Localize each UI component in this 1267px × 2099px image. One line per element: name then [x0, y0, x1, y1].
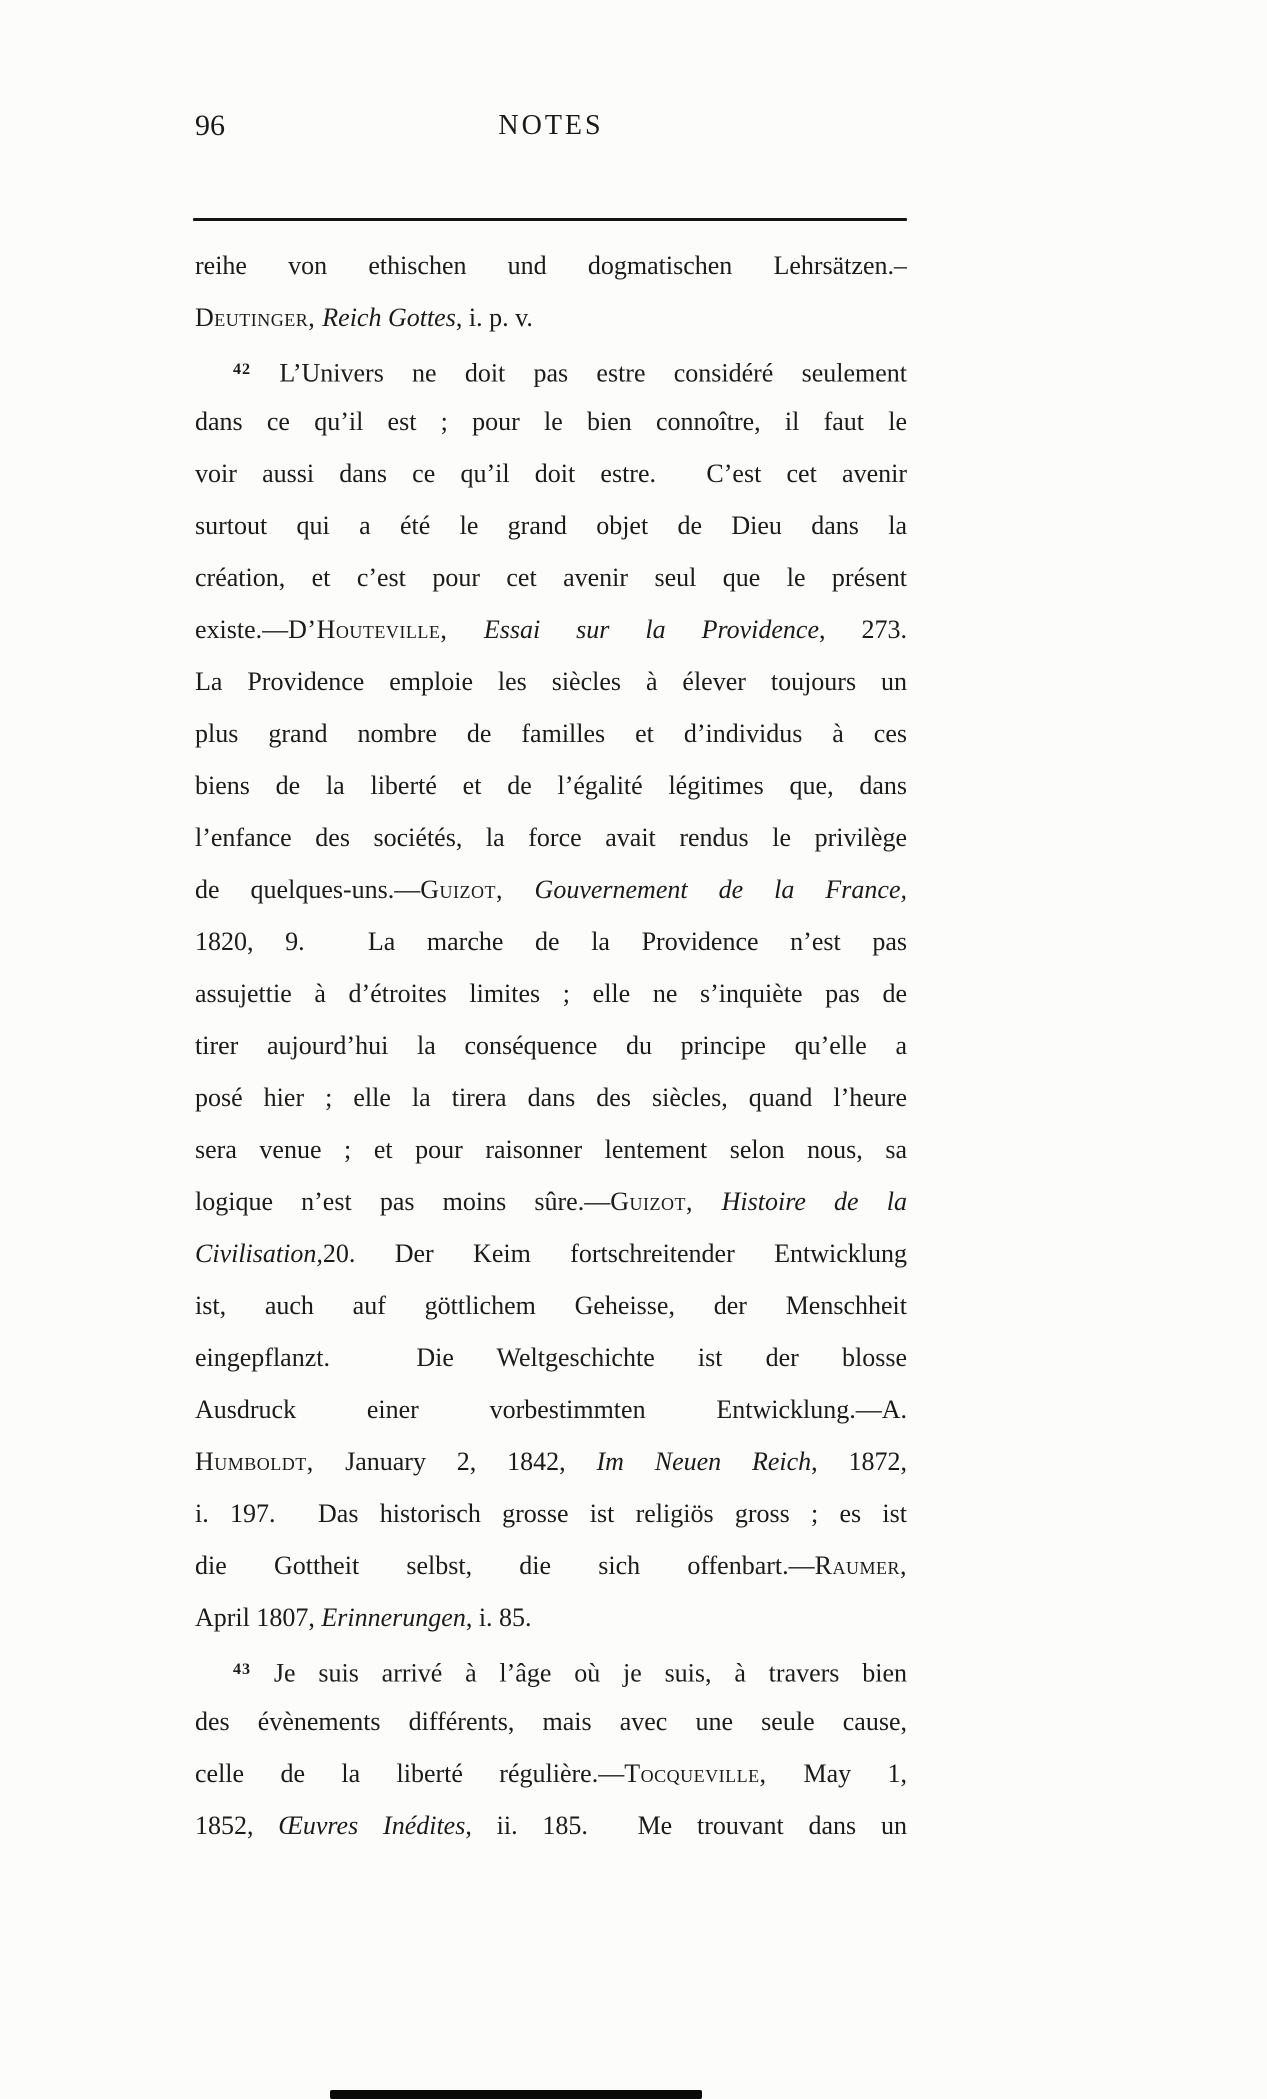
text-segment: voir aussi dans ce qu’il doit estre. C’est cet avenir	[195, 459, 907, 488]
text-segment: logique n’est pas moins sûre.—	[195, 1187, 611, 1216]
text-line	[195, 1800, 907, 1852]
text-segment: Deutinger,	[195, 303, 323, 332]
text-segment: 1852,	[195, 1811, 279, 1840]
text-segment: L’Univers ne doit pas estre considéré seulement	[251, 358, 907, 388]
text-segment: Reich Gottes	[322, 303, 456, 332]
text-line	[195, 1488, 907, 1540]
page-number: 96	[195, 109, 225, 142]
footnote-number: 43	[233, 1661, 252, 1678]
text-line	[195, 1592, 907, 1644]
text-segment: dans ce qu’il est ; pour le bien connoître, il faut le	[195, 407, 907, 436]
text-line	[195, 1228, 907, 1280]
text-line	[195, 864, 907, 916]
text-segment: création, et c’est pour cet avenir seul que le présent	[195, 563, 907, 592]
text-line	[195, 760, 907, 812]
text-segment: Tocqueville,	[624, 1759, 804, 1788]
text-line	[195, 1280, 907, 1332]
text-segment: Erinnerungen	[321, 1603, 466, 1632]
text-segment: , ii. 185. Me trouvant dans un	[465, 1811, 907, 1840]
text-segment: plus grand nombre de familles et d’individus à ces	[195, 719, 907, 748]
text-segment: , i. p. v.	[455, 303, 533, 332]
text-line	[195, 1644, 907, 1696]
text-line	[195, 1332, 907, 1384]
text-segment: eingepflanzt. Die Weltgeschichte ist der blosse	[195, 1343, 907, 1372]
text-segment: i. 197. Das historisch grosse ist religiös gross ; es ist	[195, 1499, 907, 1528]
text-segment: Ausdruck einer vorbestimmten Entwicklung.—A.	[195, 1395, 907, 1424]
text-segment: Essai sur la Providence	[483, 615, 820, 644]
text-segment: die Gottheit selbst, die sich offenbart.—	[195, 1551, 815, 1580]
text-segment: 1820, 9. La marche de la Providence n’est pas	[195, 927, 907, 956]
text-segment: assujettie à d’étroites limites ; elle ne s’inquiète pas de	[195, 979, 907, 1008]
text-line	[195, 1020, 907, 1072]
text-segment: celle de la liberté régulière.—	[195, 1759, 625, 1788]
text-line	[195, 1124, 907, 1176]
text-line	[195, 656, 907, 708]
scan-artifact	[330, 2090, 702, 2099]
header-rule	[193, 218, 907, 221]
text-segment: sera venue ; et pour raisonner lentement selon nous, sa	[195, 1135, 907, 1164]
text-segment: de quelques-uns.—	[195, 875, 421, 904]
text-line	[195, 396, 907, 448]
text-line	[195, 812, 907, 864]
text-segment: Guizot,	[420, 875, 535, 904]
text-line	[195, 240, 907, 292]
text-line	[195, 968, 907, 1020]
text-line	[195, 292, 907, 344]
text-segment: , 1872,	[811, 1447, 907, 1476]
text-segment: Histoire de la	[721, 1187, 907, 1216]
text-line	[195, 1176, 907, 1228]
text-segment: ist, auch auf göttlichem Geheisse, der Menschheit	[195, 1291, 907, 1320]
running-title: NOTES	[498, 110, 604, 141]
text-segment: existe.—	[195, 615, 289, 644]
text-segment: posé hier ; elle la tirera dans des siècles, quand l’heure	[195, 1083, 907, 1112]
text-line	[195, 344, 907, 396]
text-segment: Guizot,	[610, 1187, 722, 1216]
text-segment: tirer aujourd’hui la conséquence du principe qu’elle a	[195, 1031, 907, 1060]
text-line	[195, 1384, 907, 1436]
text-line	[195, 448, 907, 500]
text-line	[195, 708, 907, 760]
text-segment: La Providence emploie les siècles à élever toujours un	[195, 667, 907, 696]
text-segment: Humboldt,	[195, 1447, 346, 1476]
text-segment: Im Neuen Reich	[596, 1447, 812, 1476]
text-segment: January 2, 1842,	[345, 1447, 597, 1476]
text-segment: April 1807,	[195, 1603, 322, 1632]
text-line	[195, 500, 907, 552]
page-header	[195, 105, 907, 147]
text-line	[195, 916, 907, 968]
text-line	[195, 552, 907, 604]
text-line	[195, 604, 907, 656]
text-line	[195, 1748, 907, 1800]
text-segment: Je suis arrivé à l’âge où je suis, à travers bien	[251, 1658, 907, 1688]
text-line	[195, 1540, 907, 1592]
text-segment: biens de la liberté et de l’égalité légitimes que, dans	[195, 771, 907, 800]
text-line	[195, 1696, 907, 1748]
text-segment: D’Houteville,	[288, 615, 484, 644]
text-segment: Gouvernement de la France,	[534, 875, 907, 904]
text-segment: surtout qui a été le grand objet de Dieu dans la	[195, 511, 907, 540]
footnote-number: 42	[233, 361, 252, 378]
text-segment: des évènements différents, mais avec une seule cause,	[195, 1707, 907, 1736]
text-segment: Raumer,	[814, 1551, 907, 1580]
text-segment: May 1,	[803, 1759, 907, 1788]
text-line	[195, 1072, 907, 1124]
text-segment: 20. Der Keim fortschreitender Entwicklung	[322, 1239, 907, 1268]
text-segment: , 273.	[819, 615, 907, 644]
text-line	[195, 1436, 907, 1488]
text-segment: reihe von ethischen und dogmatischen Lehrsätzen.–	[195, 251, 907, 280]
page-body	[195, 240, 907, 1852]
text-segment: Civilisation,	[195, 1239, 323, 1268]
text-segment: l’enfance des sociétés, la force avait rendus le privilège	[195, 823, 907, 852]
text-segment: Œuvres Inédites	[278, 1811, 466, 1840]
text-segment: , i. 85.	[465, 1603, 532, 1632]
